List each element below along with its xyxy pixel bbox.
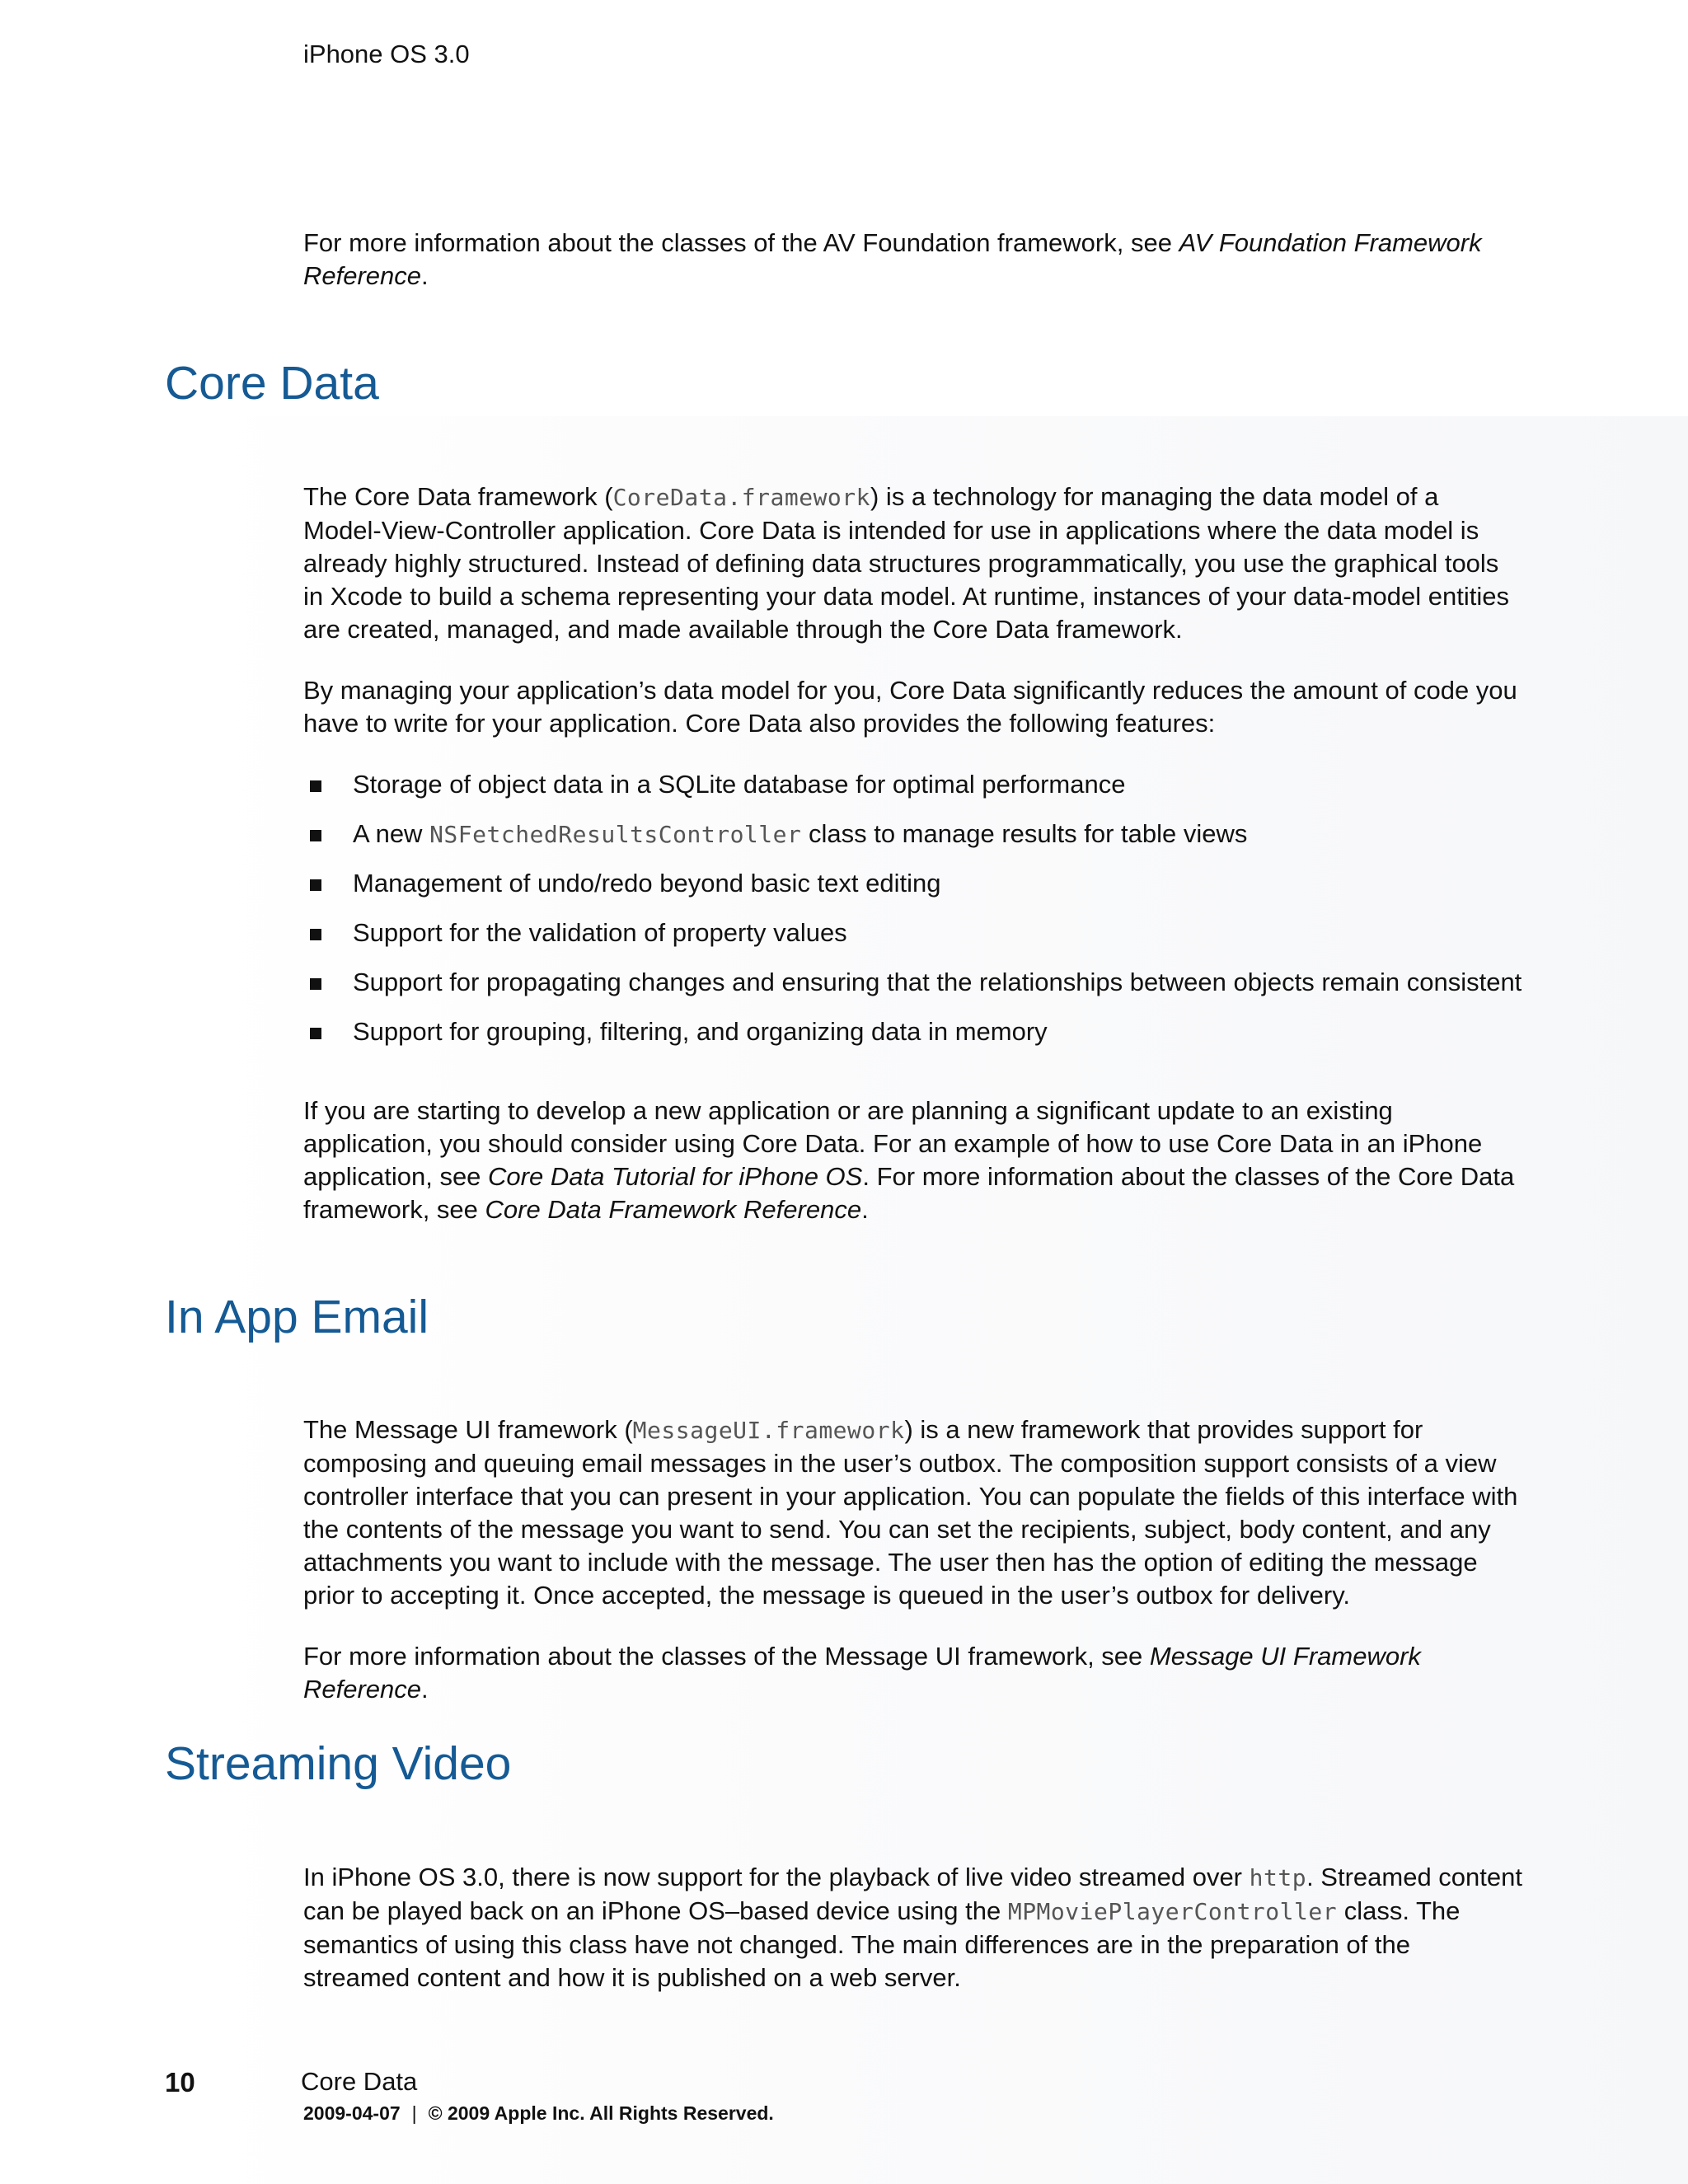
list-item: A new NSFetchedResultsController class to manage results for table views <box>303 818 1523 867</box>
intro-reference: AV Foundation Framework Reference <box>303 228 1482 290</box>
code-nsfetchedresultscontroller: NSFetchedResultsController <box>429 821 802 848</box>
footer-date: 2009-04-07 <box>303 2102 401 2124</box>
in-app-email-paragraph-2: For more information about the classes of the Message UI framework, see Message UI Framework Reference. <box>303 1642 1421 1704</box>
section-heading-streaming-video: Streaming Video <box>165 1737 512 1790</box>
code-http: http <box>1249 1864 1307 1891</box>
code-coredata-framework: CoreData.framework <box>612 484 870 511</box>
reference-core-data-tutorial: Core Data Tutorial for iPhone OS <box>488 1162 863 1191</box>
bullet-square-icon <box>310 879 321 891</box>
list-item: Support for propagating changes and ensuring that the relationships between objects remain consistent <box>303 966 1523 1015</box>
intro-text: For more information about the classes of the AV Foundation framework, see <box>303 228 1179 257</box>
bullet-square-icon <box>310 780 321 792</box>
list-item: Management of undo/redo beyond basic text editing <box>303 867 1523 916</box>
bullet-square-icon <box>310 929 321 940</box>
list-item: Storage of object data in a SQLite database for optimal performance <box>303 768 1523 818</box>
core-data-paragraph-1: The Core Data framework (CoreData.framework) is a technology for managing the data model of a Model-View-Controller application. Core Data is intended for use in applications where the data model is already highly structured. Instead of defining data structures programmatically, you use the graphical tools in Xcode to build a schema representing your data model. At runtime, instances of your data-model entities are created, managed, and made available through the Core Data framework. <box>303 482 1509 644</box>
page-number: 10 <box>165 2067 195 2097</box>
footer-copyright-text: © 2009 Apple Inc. All Rights Reserved. <box>428 2102 774 2124</box>
core-data-feature-list <box>303 768 1523 1065</box>
list-item: Support for the validation of property values <box>303 916 1523 966</box>
intro-paragraph: For more information about the classes of the AV Foundation framework, see AV Foundation Framework Reference. <box>303 228 1482 290</box>
bullet-square-icon <box>310 978 321 990</box>
code-mpmovieplayercontroller: MPMoviePlayerController <box>1007 1898 1338 1925</box>
core-data-paragraph-2: By managing your application’s data model for you, Core Data significantly reduces the amount of code you have to write for your application. Core Data also provides the following features: <box>303 676 1517 738</box>
section-heading-core-data: Core Data <box>165 357 379 410</box>
list-item: Support for grouping, filtering, and organizing data in memory <box>303 1015 1523 1065</box>
reference-message-ui-framework: Message UI Framework Reference <box>303 1642 1421 1704</box>
bullet-square-icon <box>310 830 321 841</box>
streaming-video-paragraph-1: In iPhone OS 3.0, there is now support for the playback of live video streamed over http. Streamed content can be played back on an iPhone OS–based device using the MPMoviePlayerController class. The semantics of using this class have not changed. The main differences are in the preparation of the streamed content and how it is published on a web server. <box>303 1863 1522 1992</box>
running-header: iPhone OS 3.0 <box>303 40 470 68</box>
footer-copyright <box>303 2102 774 2125</box>
code-messageui-framework: MessageUI.framework <box>632 1417 905 1444</box>
footer-section-name: Core Data <box>301 2067 418 2096</box>
footer-separator: | <box>411 2102 417 2124</box>
core-data-paragraph-3: If you are starting to develop a new application or are planning a significant update to an existing application, you should consider using Core Data. For an example of how to use Core Data in an iPhone application, see Core Data Tutorial for iPhone OS. For more information about the classes of the Core Data framework, see Core Data Framework Reference. <box>303 1096 1515 1224</box>
bullet-square-icon <box>310 1028 321 1039</box>
reference-core-data-framework: Core Data Framework Reference <box>485 1195 862 1224</box>
in-app-email-paragraph-1: The Message UI framework (MessageUI.framework) is a new framework that provides support for composing and queuing email messages in the user’s outbox. The composition support consists of a view controller interface that you can present in your application. You can populate the fields of this interface with the contents of the message you want to send. You can set the recipients, subject, body content, and any attachments you want to include with the message. The user then has the option of editing the message prior to accepting it. Once accepted, the message is queued in the user’s outbox for delivery. <box>303 1415 1518 1610</box>
section-heading-in-app-email: In App Email <box>165 1291 429 1343</box>
